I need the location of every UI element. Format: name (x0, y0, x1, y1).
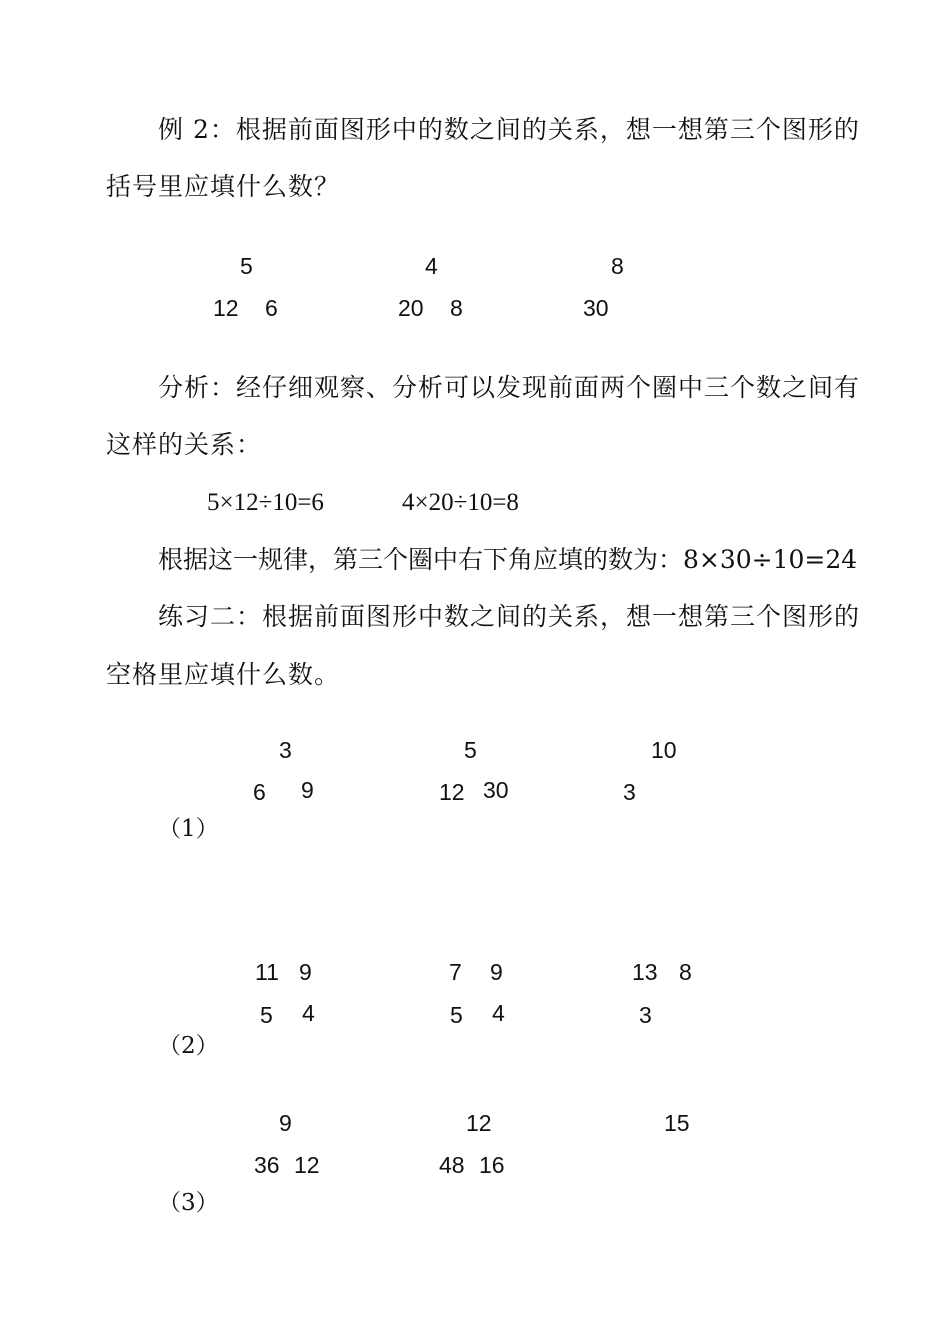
figure-top-left-number: 13 (632, 959, 658, 985)
figure-right-number: 16 (479, 1152, 505, 1178)
figure-right-number: 6 (265, 295, 278, 321)
figure-right-number: 9 (301, 777, 314, 803)
figure-top-right-number: 8 (679, 959, 692, 985)
figure-bottom-left-number: 5 (450, 1002, 463, 1028)
figure-left-number: 6 (253, 779, 266, 805)
analysis-formula-1: 5×12÷10=6 (207, 489, 324, 516)
figure-right-number: 30 (483, 777, 509, 803)
figure-right-number: 8 (450, 295, 463, 321)
exercise-line2: 空格里应填什么数。 (106, 660, 341, 689)
figure-top-right-number: 9 (490, 959, 503, 985)
figure-left-number: 3 (623, 779, 636, 805)
problem-label: （3） (158, 1190, 219, 1216)
figure-top-left-number: 11 (255, 959, 279, 985)
figure-bottom-right-number: 4 (492, 1000, 505, 1026)
figure-right-number: 12 (294, 1152, 320, 1178)
figure-top-number: 8 (611, 253, 624, 279)
analysis-conclusion: 根据这一规律，第三个圈中右下角应填的数为：8×30÷10=24 (158, 545, 858, 574)
analysis-formula-2: 4×20÷10=8 (402, 489, 519, 516)
figure-bottom-left-number: 5 (260, 1002, 273, 1028)
figure-top-number: 12 (466, 1110, 492, 1136)
problem-label: （1） (158, 816, 219, 842)
figure-top-number: 10 (651, 737, 677, 763)
figure-left-number: 20 (398, 295, 424, 321)
figure-top-number: 3 (279, 737, 292, 763)
figure-bottom-left-number: 3 (639, 1002, 652, 1028)
figure-left-number: 30 (583, 295, 609, 321)
figure-bottom-right-number: 4 (302, 1000, 315, 1026)
figure-left-number: 36 (254, 1152, 280, 1178)
figure-left-number: 12 (213, 295, 239, 321)
analysis-line1: 分析：经仔细观察、分析可以发现前面两个圈中三个数之间有 (158, 373, 861, 402)
example-question-line2: 括号里应填什么数？ (106, 172, 341, 201)
figure-top-number: 15 (664, 1110, 690, 1136)
figure-top-number: 9 (279, 1110, 292, 1136)
exercise-line1: 练习二：根据前面图形中数之间的关系，想一想第三个图形的 (158, 602, 861, 631)
analysis-line2: 这样的关系： (106, 430, 263, 459)
figure-top-number: 5 (240, 253, 253, 279)
problem-label: （2） (158, 1033, 219, 1059)
figure-top-number: 4 (425, 253, 438, 279)
figure-top-left-number: 7 (449, 959, 462, 985)
figure-top-number: 5 (464, 737, 477, 763)
example-question-line1: 例 2：根据前面图形中的数之间的关系，想一想第三个图形的 (158, 115, 860, 144)
figure-left-number: 12 (439, 779, 465, 805)
figure-top-right-number: 9 (299, 959, 312, 985)
figure-left-number: 48 (439, 1152, 465, 1178)
